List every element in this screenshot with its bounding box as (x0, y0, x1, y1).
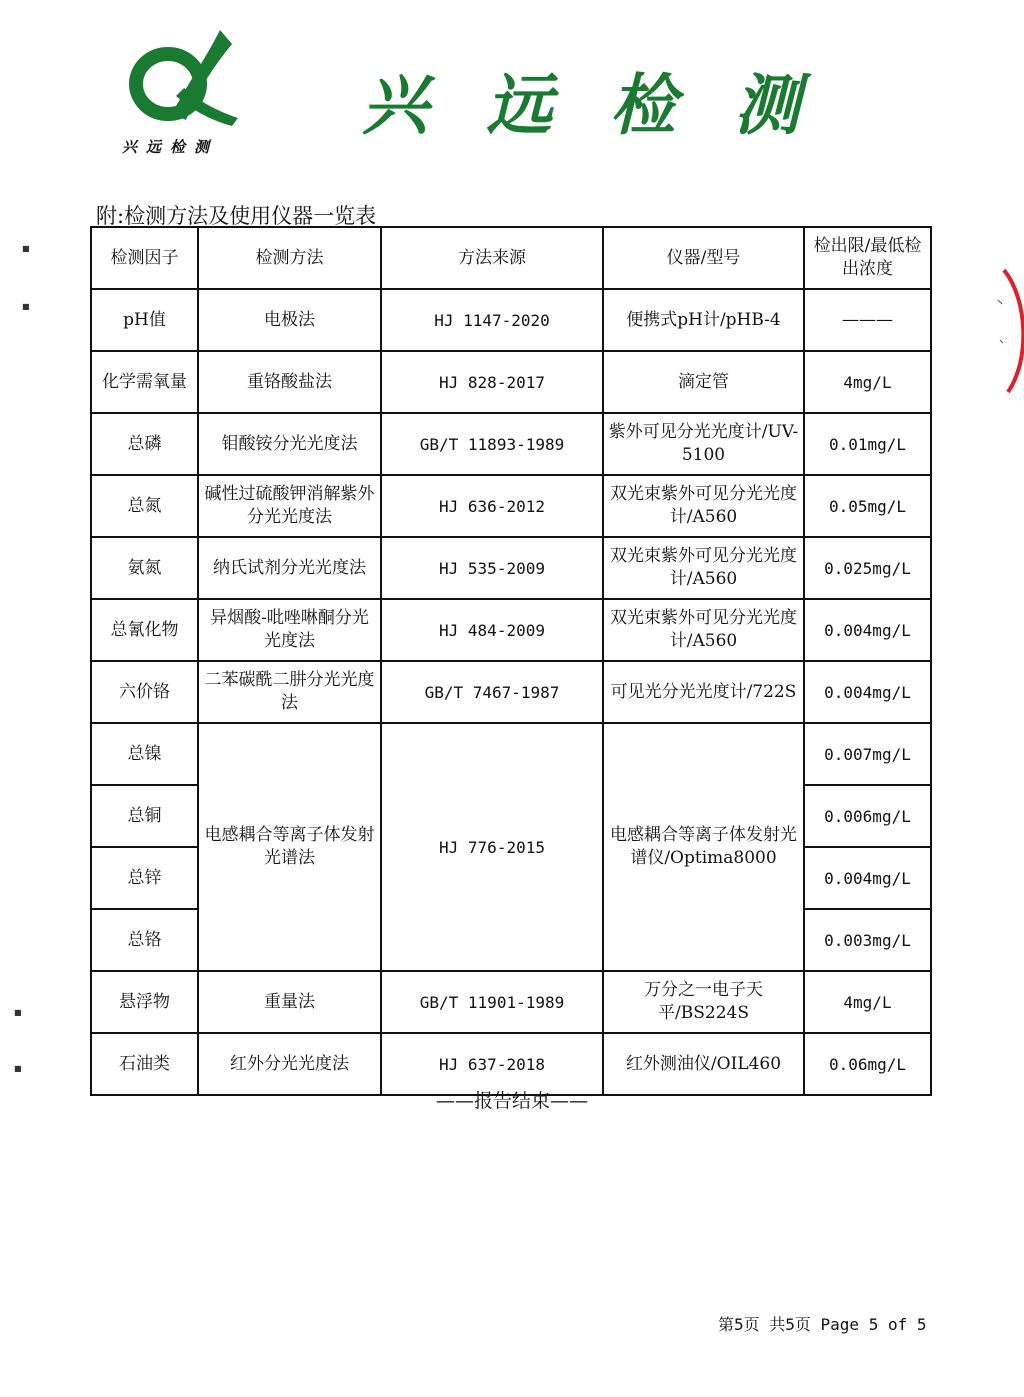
method-cell: 电极法 (198, 289, 381, 351)
limit-cell: 0.006mg/L (804, 785, 931, 847)
instrument-cell: 万分之一电子天平/BS224S (603, 971, 804, 1033)
instrument-cell: 双光束紫外可见分光光度计/A560 (603, 537, 804, 599)
instrument-cell: 便携式pH计/pHB-4 (603, 289, 804, 351)
method-cell: 重铬酸盐法 (198, 351, 381, 413)
limit-cell: 0.025mg/L (804, 537, 931, 599)
factor-cell: pH值 (91, 289, 198, 351)
brand-char: 远 (486, 67, 554, 144)
source-cell: HJ 637-2018 (381, 1033, 603, 1095)
factor-cell: 总锌 (91, 847, 198, 909)
scan-mark-icon: ■ (22, 302, 30, 311)
methods-table (90, 226, 932, 1096)
factor-cell: 总氮 (91, 475, 198, 537)
source-cell: HJ 535-2009 (381, 537, 603, 599)
factor-cell: 氨氮 (91, 537, 198, 599)
page-number: 第5页 共5页 Page 5 of 5 (718, 1315, 927, 1334)
limit-cell: 0.004mg/L (804, 599, 931, 661)
seal-stamp-icon (988, 260, 1024, 400)
factor-cell: 总氰化物 (91, 599, 198, 661)
source-cell: HJ 636-2012 (381, 475, 603, 537)
table-row (91, 537, 931, 599)
table-row (91, 971, 931, 1033)
header-cell: 检测因子 (91, 227, 198, 289)
method-cell: 钼酸铵分光光度法 (198, 413, 381, 475)
brand-char: 兴 (362, 67, 430, 144)
factor-cell: 悬浮物 (91, 971, 198, 1033)
brand-char: 测 (734, 67, 802, 144)
factor-cell: 总铬 (91, 909, 198, 971)
limit-cell: 0.004mg/L (804, 661, 931, 723)
table-row (91, 351, 931, 413)
scan-mark-icon: ■ (22, 244, 30, 253)
table-caption: 附:检测方法及使用仪器一览表 (96, 204, 377, 228)
limit-cell: 0.004mg/L (804, 847, 931, 909)
limit-cell: 0.06mg/L (804, 1033, 931, 1095)
header-cell: 方法来源 (381, 227, 603, 289)
brand-title (362, 52, 802, 147)
limit-cell: 0.05mg/L (804, 475, 931, 537)
method-cell: 异烟酸-吡唑啉酮分光光度法 (198, 599, 381, 661)
instrument-cell: 滴定管 (603, 351, 804, 413)
method-cell: 二苯碳酰二肼分光光度法 (198, 661, 381, 723)
instrument-cell: 双光束紫外可见分光光度计/A560 (603, 475, 804, 537)
table-row (91, 599, 931, 661)
instrument-cell: 红外测油仪/OIL460 (603, 1033, 804, 1095)
source-cell: GB/T 11901-1989 (381, 971, 603, 1033)
table-row (91, 289, 931, 351)
method-cell: 纳氏试剂分光光度法 (198, 537, 381, 599)
source-cell: HJ 484-2009 (381, 599, 603, 661)
source-cell: HJ 1147-2020 (381, 289, 603, 351)
instrument-cell: 双光束紫外可见分光光度计/A560 (603, 599, 804, 661)
header-cell: 检出限/最低检出浓度 (804, 227, 931, 289)
logo-caption: 兴远检测 (122, 138, 219, 156)
method-cell: 重量法 (198, 971, 381, 1033)
table-header-row (91, 227, 931, 289)
factor-cell: 总铜 (91, 785, 198, 847)
brand-char: 检 (610, 67, 678, 144)
source-cell-merged: HJ 776-2015 (381, 723, 603, 971)
factor-cell: 总磷 (91, 413, 198, 475)
table-row (91, 475, 931, 537)
source-cell: HJ 828-2017 (381, 351, 603, 413)
instrument-cell-merged: 电感耦合等离子体发射光谱仪/Optima8000 (603, 723, 804, 971)
source-cell: GB/T 11893-1989 (381, 413, 603, 475)
limit-cell: 4mg/L (804, 351, 931, 413)
table-row (91, 723, 931, 785)
method-cell-merged: 电感耦合等离子体发射光谱法 (198, 723, 381, 971)
limit-cell: 4mg/L (804, 971, 931, 1033)
report-end-marker: ——报告结束—— (435, 1090, 588, 1112)
method-cell: 碱性过硫酸钾消解紫外分光光度法 (198, 475, 381, 537)
source-cell: GB/T 7467-1987 (381, 661, 603, 723)
scan-mark-icon: ■ (14, 1008, 22, 1017)
limit-cell: ——— (804, 289, 931, 351)
method-cell: 红外分光光度法 (198, 1033, 381, 1095)
factor-cell: 化学需氧量 (91, 351, 198, 413)
table-row (91, 413, 931, 475)
instrument-cell: 紫外可见分光光度计/UV-5100 (603, 413, 804, 475)
scan-mark-icon: ■ (14, 1064, 22, 1073)
limit-cell: 0.007mg/L (804, 723, 931, 785)
factor-cell: 石油类 (91, 1033, 198, 1095)
factor-cell: 总镍 (91, 723, 198, 785)
limit-cell: 0.003mg/L (804, 909, 931, 971)
factor-cell: 六价铬 (91, 661, 198, 723)
instrument-cell: 可见光分光光度计/722S (603, 661, 804, 723)
table-row (91, 661, 931, 723)
limit-cell: 0.01mg/L (804, 413, 931, 475)
header-cell: 仪器/型号 (603, 227, 804, 289)
company-logo (128, 28, 240, 128)
header-cell: 检测方法 (198, 227, 381, 289)
